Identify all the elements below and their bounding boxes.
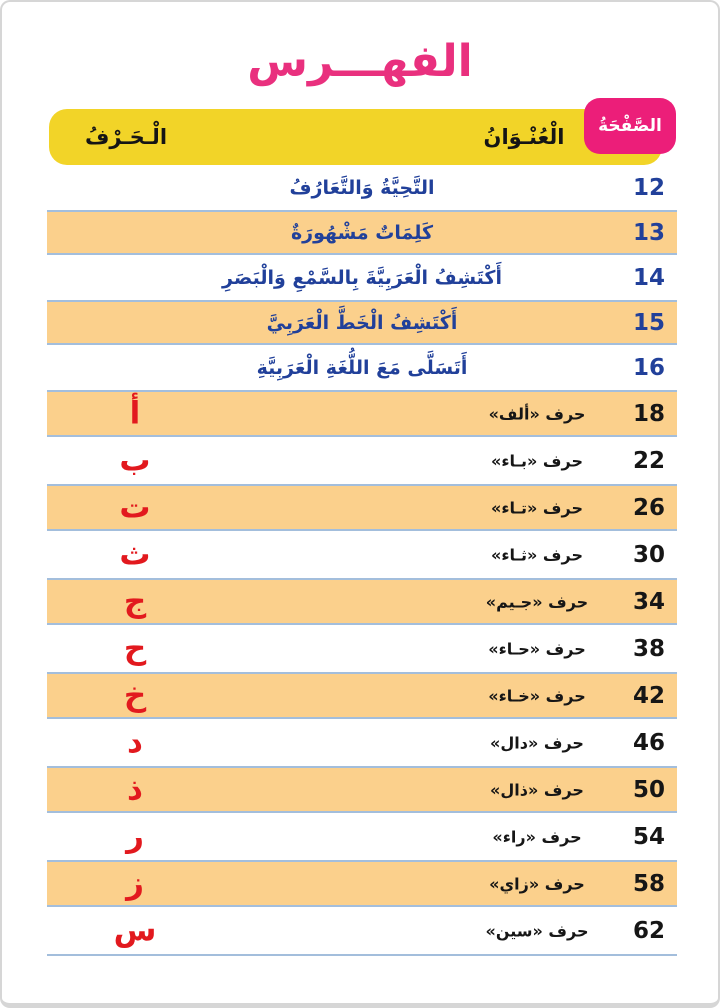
row-page-number: 22 (632, 447, 665, 474)
row-title: حرف «بـاء» (491, 451, 583, 470)
toc-row (47, 345, 677, 390)
row-title: حرف «جـيم» (485, 592, 589, 611)
title-column-header: الْعُنْـوَانُ (483, 125, 565, 149)
toc-row (47, 437, 677, 484)
row-page-number: 26 (632, 494, 665, 521)
row-page-number: 46 (632, 729, 665, 756)
toc-row (47, 625, 677, 672)
toc-row (47, 390, 677, 437)
row-title: حرف «زاي» (489, 874, 585, 893)
row-title: أَكْتَشِفُ الْخَطَّ الْعَرَبِيَّ (266, 311, 458, 334)
toc-row (47, 531, 677, 578)
row-title: حرف «راء» (492, 827, 582, 846)
row-letter: ت (119, 489, 151, 525)
table-header-bar (49, 109, 662, 165)
row-title: حرف «خـاء» (488, 686, 586, 705)
row-title: حرف «ذال» (490, 780, 584, 799)
row-title: حرف «حـاء» (488, 639, 586, 658)
row-page-number: 42 (632, 682, 665, 709)
page-column-badge: الصَّفْحَةُ (584, 98, 676, 154)
row-title: كَلِمَاتٌ مَشْهُورَةٌ (290, 221, 434, 244)
row-letter: د (127, 724, 143, 760)
toc-row (47, 255, 677, 300)
toc-row (47, 210, 677, 255)
row-page-number: 16 (632, 354, 665, 381)
row-page-number: 38 (632, 635, 665, 662)
row-letter: ث (119, 536, 151, 572)
row-page-number: 50 (632, 776, 665, 803)
row-letter: ج (123, 583, 147, 619)
toc-row (47, 719, 677, 766)
row-page-number: 12 (632, 174, 665, 201)
toc-row (47, 766, 677, 813)
row-title: حرف «تـاء» (491, 498, 583, 517)
row-title: أَكْتَشِفُ الْعَرَبِيَّةَ بِالسَّمْعِ وَالْبَصَرِ (222, 266, 502, 289)
toc-row (47, 300, 677, 345)
row-letter: ذ (127, 771, 143, 807)
row-letter: أ (129, 395, 141, 431)
toc-row (47, 907, 677, 954)
toc-row (47, 672, 677, 719)
letter-column-header: الْـحَـرْفُ (84, 125, 168, 149)
row-page-number: 14 (632, 264, 665, 291)
row-page-number: 58 (632, 870, 665, 897)
toc-row (47, 813, 677, 860)
row-letter: خ (123, 677, 147, 713)
row-page-number: 34 (632, 588, 665, 615)
toc-row (47, 860, 677, 907)
row-page-number: 62 (632, 917, 665, 944)
row-page-number: 15 (632, 309, 665, 336)
toc-table (47, 165, 677, 956)
row-page-number: 13 (632, 219, 665, 246)
row-letter: ز (126, 865, 144, 901)
row-letter: س (113, 912, 157, 948)
row-title: حرف «سين» (485, 921, 589, 940)
row-title: حرف «ثـاء» (491, 545, 583, 564)
row-title: حرف «ألف» (488, 404, 586, 423)
row-page-number: 30 (632, 541, 665, 568)
page-title: الفهـــرس (247, 36, 473, 87)
row-title: التَّحِيَّةُ وَالتَّعَارُفُ (289, 176, 435, 199)
row-page-number: 18 (632, 400, 665, 427)
toc-row (47, 484, 677, 531)
toc-row (47, 165, 677, 210)
row-title: حرف «دال» (490, 733, 584, 752)
row-page-number: 54 (632, 823, 665, 850)
row-letter: ب (119, 442, 151, 478)
row-letter: ر (126, 818, 144, 854)
row-title: أَتَسَلَّى مَعَ اللُّغَةِ الْعَرَبِيَّةِ (256, 356, 468, 379)
row-letter: ح (123, 630, 147, 666)
toc-row (47, 578, 677, 625)
